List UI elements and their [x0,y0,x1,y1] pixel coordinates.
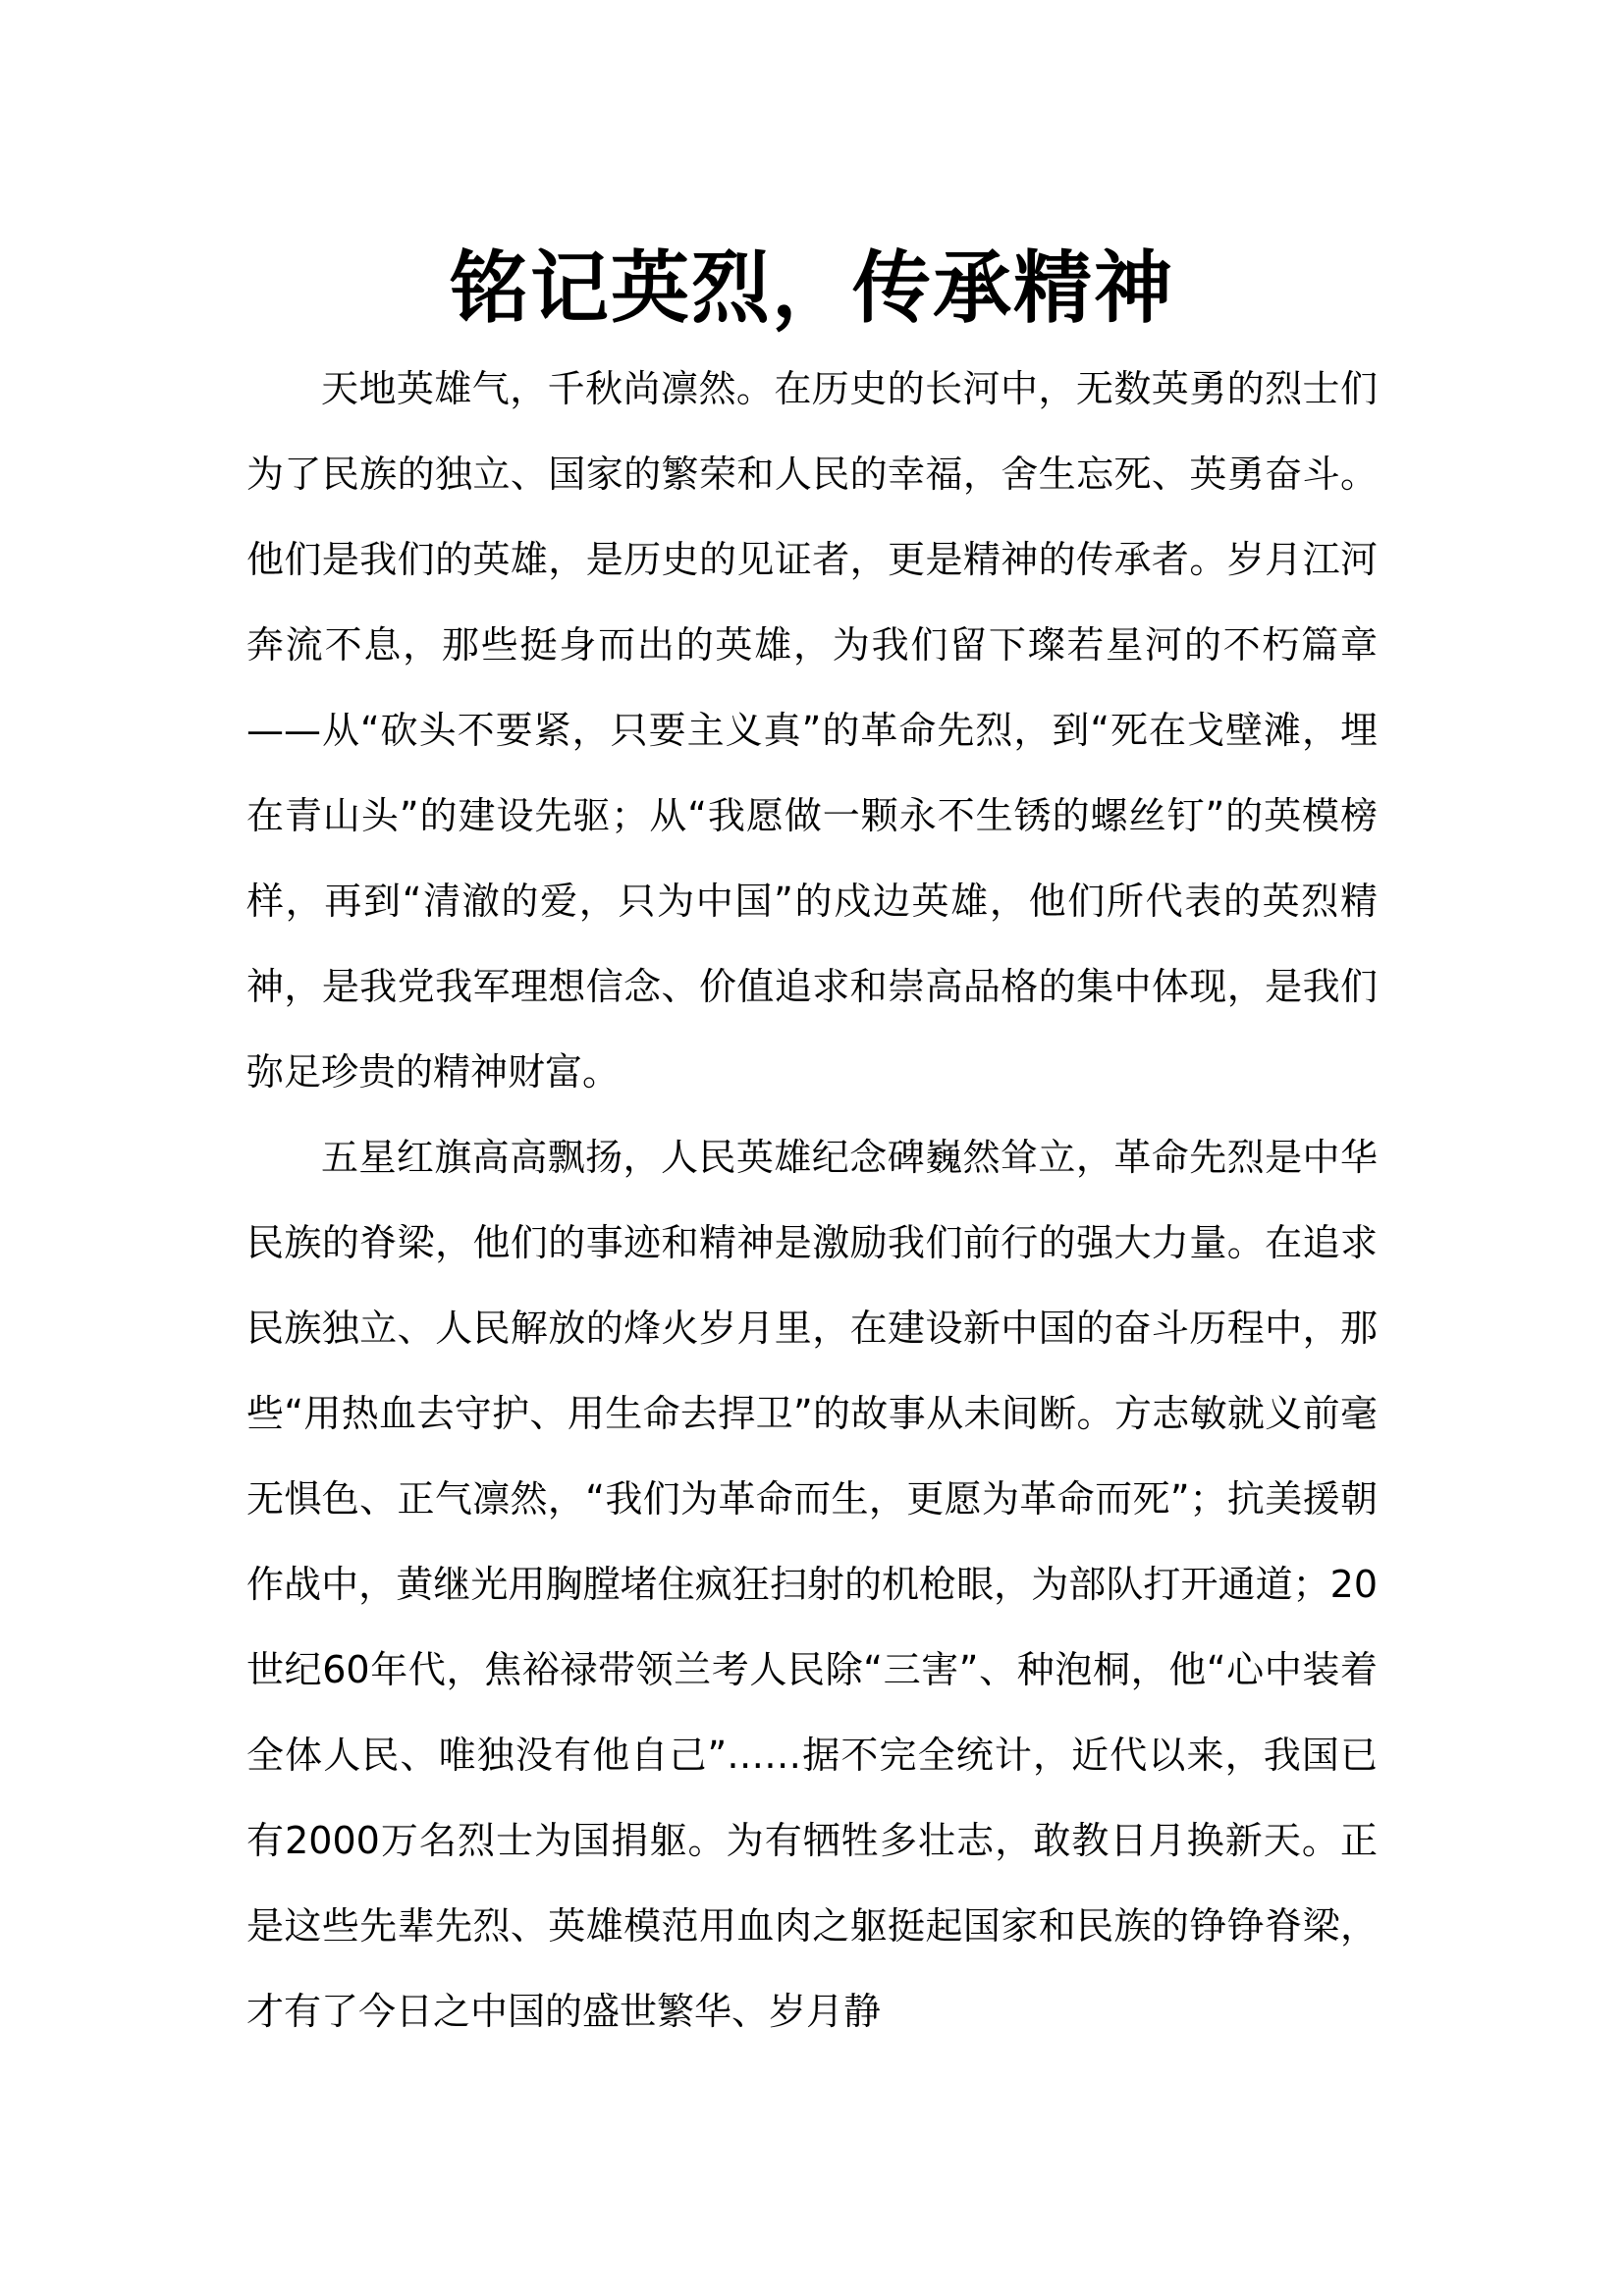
paragraph-2: 五星红旗高高飘扬，人民英雄纪念碑巍然耸立，革命先烈是中华民族的脊梁，他们的事迹和精神是激励我们前行的强大力量。在追求民族独立、人民解放的烽火岁月里，在建设新中国的奋斗历程中，那些“用热血去守护、用生命去捍卫”的故事从未间断。方志敏就义前毫无惧色、正气凛然，“我们为革命而生，更愿为革命而死”；抗美援朝作战中，黄继光用胸膛堵住疯狂扫射的机枪眼，为部队打开通道；20世纪60年代，焦裕禄带领兰考人民除“三害”、种泡桐，他“心中装着全体人民、唯独没有他自己”……据不完全统计，近代以来，我国已有2000万名烈士为国捐躯。为有牺牲多壮志，敢教日月换新天。正是这些先辈先烈、英雄模范用血肉之躯挺起国家和民族的铮铮脊梁，才有了今日之中国的盛世繁华、岁月静 [246,1136,1378,2033]
document-body [246,347,1378,2055]
document-title: 铭记英烈，传承精神 [450,241,1174,334]
paragraph-1: 天地英雄气，千秋尚凛然。在历史的长河中，无数英勇的烈士们为了民族的独立、国家的繁荣和人民的幸福，舍生忘死、英勇奋斗。他们是我们的英雄，是历史的见证者，更是精神的传承者。岁月江河奔流不息，那些挺身而出的英雄，为我们留下璨若星河的不朽篇章——从“砍头不要紧，只要主义真”的革命先烈，到“死在戈壁滩，埋在青山头”的建设先驱；从“我愿做一颗永不生锈的螺丝钉”的英模榜样，再到“清澈的爱，只为中国”的戍边英雄，他们所代表的英烈精神，是我党我军理想信念、价值追求和崇高品格的集中体现，是我们弥足珍贵的精神财富。 [246,367,1378,1094]
